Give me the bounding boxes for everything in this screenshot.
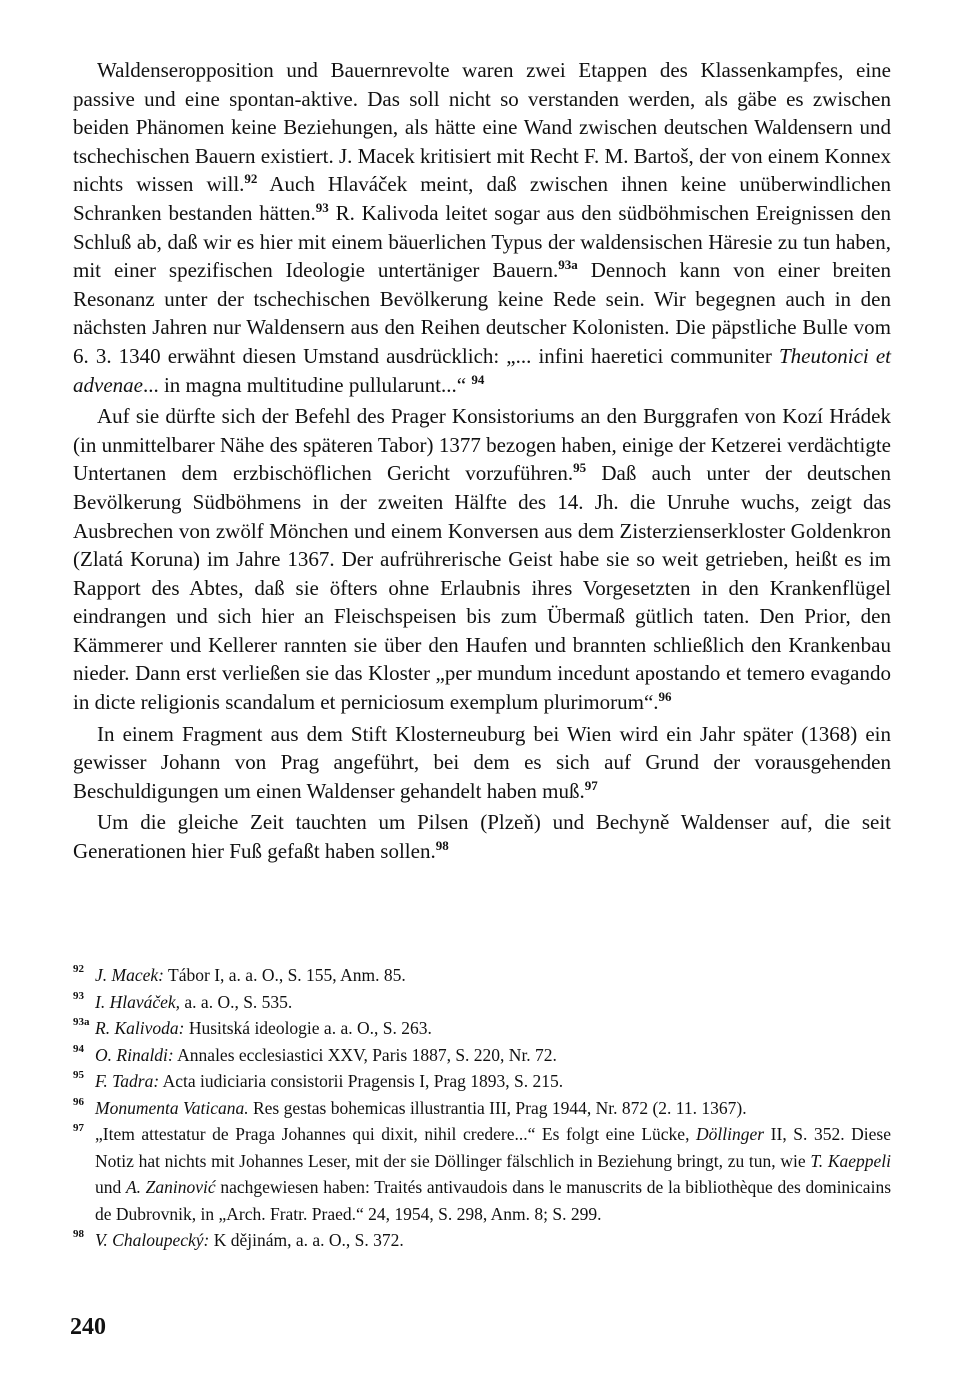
- italic-text: Monumenta Vaticana.: [95, 1097, 249, 1118]
- paragraph: [73, 402, 891, 717]
- text-run: Annales ecclesiastici XXV, Paris 1887, S. 220, Nr. 72.: [173, 1044, 557, 1065]
- page-number: 240: [70, 1314, 106, 1340]
- footnote: [73, 1068, 891, 1095]
- footnote: [73, 1227, 891, 1254]
- footnote-ref: 93: [315, 199, 329, 215]
- italic-text: I. Hlaváček,: [95, 991, 181, 1012]
- footnote-ref: 94: [471, 371, 485, 387]
- text-run: Tábor I, a. a. O., S. 155, Anm. 85.: [163, 965, 406, 985]
- footnote: [73, 1095, 891, 1122]
- paragraph: [73, 56, 891, 399]
- footnote-ref: 96: [658, 689, 672, 705]
- footnote-ref: 95: [573, 460, 587, 476]
- text-run: ... in magna multitudine pullularunt...“: [142, 372, 472, 397]
- paragraph: [73, 720, 891, 806]
- footnote: [73, 989, 891, 1016]
- footnote-number: 96: [73, 1095, 84, 1108]
- text-run: Husitská ideologie a. a. O., S. 263.: [184, 1018, 432, 1038]
- italic-text: V. Chaloupecký:: [95, 1230, 210, 1250]
- footnotes: [73, 962, 891, 1254]
- text-run: Auf sie dürfte sich der Befehl des Prager Konsistoriums an den Burggrafen von Kozí Hrádek (in unmittelbarer Nähe des späteren Tabor) 1377 bezogen haben, einige der Ketzerei verdächtigte Untertanen dem erzbischöflichen Gericht vorzuführen.: [73, 404, 891, 486]
- footnote-number: 98: [73, 1228, 84, 1240]
- footnote-number: 93: [73, 989, 84, 1002]
- footnote-ref: 97: [584, 777, 598, 793]
- text-run: Acta iudiciaria consistorii Pragensis I, Prag 1893, S. 215.: [159, 1071, 564, 1091]
- footnote: [73, 1042, 891, 1069]
- footnote: [73, 962, 891, 989]
- text-run: Daß auch unter der deutschen Bevölkerung Südböhmens in der zweiten Hälfte des 14. Jh. die Unruhe wuchs, zeigt das Ausbrechen von zwölf Mönchen und einem Konversen aus dem Zisterzienserkloster Goldenkron (Zlatá Koruna) im Jahre 1367. Der aufrührerische Geist habe sie so weit getrieben, heißt es im Rapport des Abtes, daß sie öfters ohne Erlaubnis ihres Vorgesetzten in den Krankenflügel eindrangen und sich hier an Fleischspeisen bis zum Übermaß gütlich taten. Den Prior, den Kämmerer und Kellerer rannten sie über den Haufen und brannten schließlich den Krankenbau nieder. Dann erst verließen sie das Kloster „per mundum incedunt apostando et temero evagando in dicte religionis scandalum et perniciosum exemplum plurimorum“.: [73, 461, 891, 715]
- text-run: R. Kalivoda leitet sogar aus den südböhmischen Ereignissen den Schluß ab, daß wir es hier mit einem bäuerlichen Typus der waldensischen Häresie zu tun haben, mit einer spezifischen Ideologie untertäniger Bauern.: [73, 200, 891, 283]
- footnote-number: 97: [73, 1122, 84, 1134]
- italic-text: R. Kalivoda:: [95, 1018, 185, 1038]
- footnote-number: 93a: [73, 1016, 90, 1028]
- paragraph: [73, 808, 891, 865]
- italic-text: T. Kaeppeli: [810, 1150, 891, 1171]
- italic-text: J. Macek:: [95, 965, 164, 985]
- footnote-ref: 92: [244, 171, 258, 187]
- text-run: nachgewiesen haben: Traités antivaudois dans le manuscrits de la bibliothèque des dominicains de Dubrovnik, in „Arch. Fratr. Praed.“ 24, 1954, S. 298, Anm. 8; S. 299.: [95, 1177, 892, 1224]
- italic-text: Döllinger: [696, 1124, 765, 1144]
- footnote-ref: 93a: [558, 257, 578, 273]
- text-run: Auch Hlaváček meint, daß zwischen ihnen keine unüberwindlichen Schranken bestanden hätten.: [73, 172, 891, 225]
- footnote-number: 92: [73, 963, 84, 975]
- body-text: [73, 56, 891, 866]
- text-run: II, S. 352. Diese Notiz hat nichts mit Johannes Leser, mit der sie Döllinger fälschlich in Beziehung bringt, zu tun, wie: [95, 1124, 891, 1171]
- text-run: In einem Fragment aus dem Stift Klosterneuburg bei Wien wird ein Jahr später (1368) ein gewisser Johann von Prag angeführt, bei dem es sich auf Grund der vorausgehenden Beschuldigungen um einen Waldenser gehandelt haben muß.: [73, 721, 891, 803]
- text-run: K dějinám, a. a. O., S. 372.: [209, 1230, 404, 1250]
- italic-text: O. Rinaldi:: [95, 1044, 174, 1065]
- text-run: Dennoch kann von einer breiten Resonanz unter der tschechischen Bevölkerung keine Rede sein. Wir begegnen auch in den nächsten Jahren nur Waldensern aus den Reihen deutscher Kolonisten. Die päpstliche Bulle vom 6. 3. 1340 erwähnt diesen Umstand ausdrücklich: „... infini haeretici communiter: [73, 258, 891, 368]
- text-run: Um die gleiche Zeit tauchten um Pilsen (Plzeň) und Bechyně Waldenser auf, die seit Generationen hier Fuß gefaßt haben sollen.: [73, 810, 891, 864]
- footnote-number: 95: [73, 1069, 84, 1081]
- italic-text: A. Zaninović: [125, 1177, 216, 1197]
- italic-text: Theutonici et advenae: [73, 343, 891, 397]
- text-run: Waldenseropposition und Bauernrevolte waren zwei Etappen des Klassenkampfes, eine passive und eine spontan-aktive. Das soll nicht so verstanden werden, als gäbe es zwischen beiden Phänomen keine Beziehungen, als hätte eine Wand zwischen deutschen Waldensern und tschechischen Bauern existiert. J. Macek kritisiert mit Recht F. M. Bartoš, der von einem Konnex nichts wissen will.: [73, 58, 891, 197]
- text-run: Res gestas bohemicas illustrantia III, Prag 1944, Nr. 872 (2. 11. 1367).: [248, 1097, 747, 1118]
- footnote: [73, 1121, 891, 1227]
- footnote: [73, 1015, 891, 1042]
- text-run: a. a. O., S. 535.: [180, 991, 293, 1012]
- italic-text: F. Tadra:: [95, 1071, 160, 1091]
- text-run: und: [95, 1177, 126, 1197]
- footnote-ref: 98: [435, 838, 449, 854]
- footnote-number: 94: [73, 1042, 84, 1055]
- text-run: „Item attestatur de Praga Johannes qui dixit, nihil credere...“ Es folgt eine Lücke,: [95, 1124, 697, 1144]
